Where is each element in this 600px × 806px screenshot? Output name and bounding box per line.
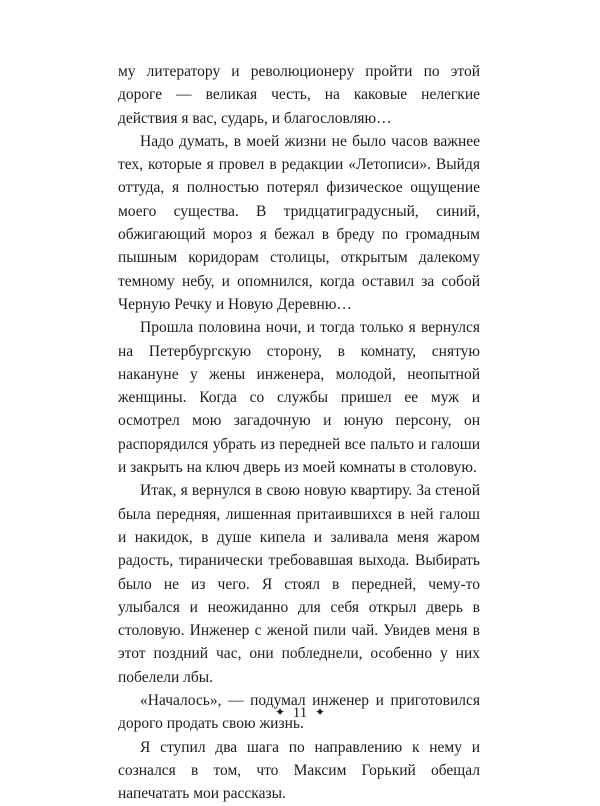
paragraph: Я ступил два шага по направлению к нему и сознался в том, что Максим Горький обещал напечатать мои рассказы. xyxy=(118,738,480,803)
paragraph: Итак, я вернулся в свою новую квартиру. За стеной была передняя, лишенная притаившихся в ней галош и накидок, в душе кипела и заливала меня жаром радость, тиранически требовавшая выхода. Выбирать было не из чего. Я стоял в передней, чему-то улыбался и неожиданно для себя открыл дверь в столовую. Инженер с женой пили чай. Увидев меня в этот поздний час, они побледнели, особенно у них побелели лбы. xyxy=(118,482,480,686)
body-text xyxy=(118,60,480,806)
page-number: 11 xyxy=(292,705,308,721)
page-footer xyxy=(0,705,600,722)
paragraph: Прошла половина ночи, и тогда только я вернулся на Петербургскую сторону, в комнату, снятую накануне у жены инженера, молодой, неопытной женщины. Когда со службы пришел ее муж и осмотрел мою загадочную и юную персону, он распорядился убрать из передней все пальто и галоши и закрыть на ключ дверь из моей комнаты в столовую. xyxy=(118,319,480,477)
paragraph: «Началось», — подумал инженер и приготовился дорого продать свою жизнь. xyxy=(118,692,480,733)
paragraph: Надо думать, в моей жизни не было часов важнее тех, которые я провел в редакции «Летописи». Выйдя оттуда, я полностью потерял физическое ощущение моего существа. В тридцатиградусный, синий, обжигающий мороз я бежал в бреду по громадным пышным коридорам столицы, открытым далекому темному небу, и опомнился, когда оставил за собой Черную Речку и Новую Деревню… xyxy=(118,132,480,313)
ornament-left-icon: ✦ xyxy=(274,705,286,719)
ornament-right-icon: ✦ xyxy=(314,705,326,719)
paragraph-continuation: му литератору и революционеру пройти по этой дороге — великая честь, на каковые нелегкие действия я вас, сударь, и благословляю… xyxy=(118,63,480,127)
